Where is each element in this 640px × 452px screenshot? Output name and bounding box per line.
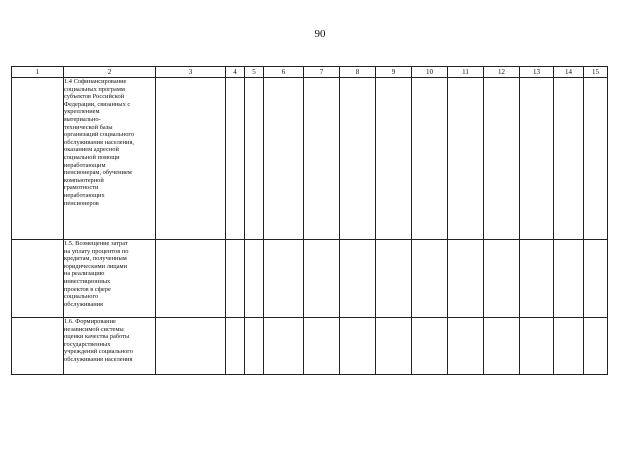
page-number: 90 <box>314 28 326 40</box>
table-cell <box>12 78 64 240</box>
table-cell <box>226 240 245 318</box>
table-cell <box>448 78 484 240</box>
table-cell <box>448 318 484 375</box>
table-cell <box>156 240 226 318</box>
description-line: учреждений социального <box>64 348 133 356</box>
table-cell <box>340 318 376 375</box>
table-row <box>12 318 608 375</box>
table-row <box>12 78 608 240</box>
description-line: компьютерной <box>64 176 104 184</box>
column-header: 12 <box>484 67 520 78</box>
description-line: инвестиционных <box>64 277 111 285</box>
table-cell <box>520 240 554 318</box>
description-line: материально- <box>64 115 101 123</box>
table-cell <box>304 240 340 318</box>
table-cell <box>226 78 245 240</box>
column-header: 13 <box>520 67 554 78</box>
table-cell <box>376 78 412 240</box>
table-cell <box>554 240 584 318</box>
description-line: организаций социального <box>64 131 135 139</box>
description-line: обслуживания <box>64 300 103 308</box>
table-cell <box>264 240 304 318</box>
description-line: социального <box>64 293 99 301</box>
description-line: юридическими лицами <box>64 262 128 270</box>
column-header: 4 <box>226 67 245 78</box>
description-line: оценки качества работы <box>64 333 130 341</box>
table-cell <box>245 240 264 318</box>
description-line: Федерации, связанных с <box>64 100 131 108</box>
table-cell <box>304 318 340 375</box>
column-header: 2 <box>64 67 156 78</box>
column-header: 10 <box>412 67 448 78</box>
table-cell <box>340 78 376 240</box>
column-header: 8 <box>340 67 376 78</box>
table-cell <box>484 318 520 375</box>
description-line: оказанием адресной <box>64 146 119 154</box>
table-cell <box>412 318 448 375</box>
table-cell <box>376 240 412 318</box>
table-cell <box>376 318 412 375</box>
column-header: 9 <box>376 67 412 78</box>
description-line: пенсионерам, обучением <box>64 169 132 177</box>
table-cell <box>412 78 448 240</box>
table-cell <box>520 318 554 375</box>
column-header: 14 <box>554 67 584 78</box>
table-cell <box>584 318 608 375</box>
description-line: грамотности <box>64 184 99 192</box>
table-cell <box>584 78 608 240</box>
table-cell <box>448 240 484 318</box>
description-line: на уплату процентов по <box>64 247 129 255</box>
column-header: 6 <box>264 67 304 78</box>
description-line: 1.4 Софинансирование <box>64 78 127 85</box>
table-cell <box>340 240 376 318</box>
description-line: проектов в сфере <box>64 285 111 293</box>
description-line: обслуживания населения <box>64 355 133 363</box>
table-cell <box>264 318 304 375</box>
column-header: 1 <box>12 67 64 78</box>
description-line: технической базы <box>64 123 113 131</box>
table-cell <box>554 318 584 375</box>
description-line: государственных <box>64 340 111 348</box>
column-header: 11 <box>448 67 484 78</box>
header-row <box>12 67 608 78</box>
table-cell <box>12 240 64 318</box>
description-line: на реализацию <box>64 270 105 278</box>
table-cell <box>520 78 554 240</box>
column-header: 15 <box>584 67 608 78</box>
table-cell <box>264 78 304 240</box>
description-line: независимой системы <box>64 325 124 333</box>
row-description <box>64 78 156 240</box>
data-table <box>11 66 608 375</box>
description-line: 1.6. Формирование <box>64 318 116 325</box>
description-line: неработающим <box>64 161 106 169</box>
description-line: обслуживания населения, <box>64 138 134 146</box>
description-line: пенсионеров <box>64 199 99 207</box>
table-cell <box>156 78 226 240</box>
description-line: субъектов Российской <box>64 93 125 101</box>
row-description <box>64 240 156 318</box>
table-cell <box>412 240 448 318</box>
description-line: социальной помощи <box>64 153 120 161</box>
description-line: укреплением <box>64 108 100 116</box>
table-cell <box>484 240 520 318</box>
table-cell <box>12 318 64 375</box>
table-cell <box>226 318 245 375</box>
table-cell <box>245 78 264 240</box>
table-cell <box>484 78 520 240</box>
table-cell <box>584 240 608 318</box>
column-header: 7 <box>304 67 340 78</box>
column-header: 3 <box>156 67 226 78</box>
table-row <box>12 240 608 318</box>
column-header: 5 <box>245 67 264 78</box>
table-cell <box>245 318 264 375</box>
description-line: социальных программ <box>64 85 125 93</box>
row-description <box>64 318 156 375</box>
description-line: кредитам, полученным <box>64 255 127 263</box>
description-line: 1.5. Возмещение затрат <box>64 240 128 247</box>
description-line: неработающих <box>64 191 105 199</box>
table-cell <box>304 78 340 240</box>
table-cell <box>554 78 584 240</box>
table-cell <box>156 318 226 375</box>
